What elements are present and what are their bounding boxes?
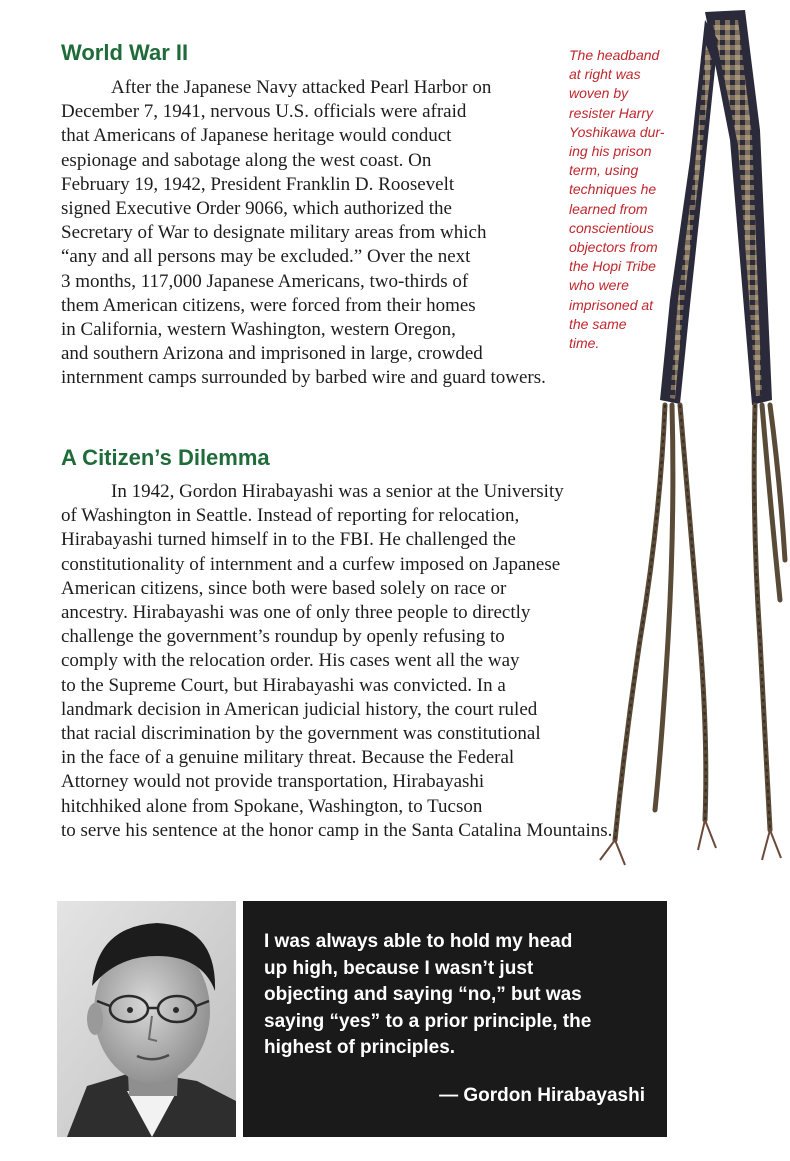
paragraph-line: Hirabayashi turned himself in to the FBI. He challenged the bbox=[61, 529, 516, 551]
quote-line: I was always able to hold my head bbox=[264, 931, 573, 952]
paragraph-line: them American citizens, were forced from their homes bbox=[61, 294, 476, 316]
caption-line: techniques he bbox=[569, 181, 657, 198]
caption-line: time. bbox=[569, 335, 600, 352]
caption-line: imprisoned at bbox=[569, 296, 654, 313]
citizens-dilemma-paragraph bbox=[61, 480, 612, 843]
paragraph-line: landmark decision in American judicial history, the court ruled bbox=[61, 698, 538, 720]
caption-line: woven by bbox=[569, 85, 629, 102]
paragraph-line: hitchhiked alone from Spokane, Washington, to Tucson bbox=[61, 795, 483, 817]
caption-line: resister Harry bbox=[569, 104, 654, 121]
paragraph-line: comply with the relocation order. His cases went all the way bbox=[61, 650, 520, 672]
paragraph-line: December 7, 1941, nervous U.S. officials were afraid bbox=[61, 101, 467, 123]
caption-line: Yoshikawa dur- bbox=[569, 123, 665, 140]
paragraph-line: American citizens, since both were based solely on race or bbox=[61, 577, 507, 599]
paragraph-line: “any and all persons may be excluded.” Over the next bbox=[61, 246, 471, 268]
caption-line: objectors from bbox=[569, 239, 658, 256]
paragraph-line: After the Japanese Navy attacked Pearl Harbor on bbox=[111, 77, 492, 98]
paragraph-line: to the Supreme Court, but Hirabayashi was convicted. In a bbox=[61, 674, 506, 696]
paragraph-line: February 19, 1942, President Franklin D. Roosevelt bbox=[61, 173, 455, 195]
paragraph-line: In 1942, Gordon Hirabayashi was a senior at the University bbox=[111, 481, 564, 502]
quote-line: saying “yes” to a prior principle, the bbox=[264, 1010, 592, 1032]
paragraph-line: Attorney would not provide transportation, Hirabayashi bbox=[61, 771, 485, 793]
quote-line: objecting and saying “no,” but was bbox=[264, 984, 582, 1005]
caption-line: learned from bbox=[569, 200, 648, 217]
paragraph-line: ancestry. Hirabayashi was one of only three people to directly bbox=[61, 602, 531, 624]
paragraph-line: espionage and sabotage along the west coast. On bbox=[61, 149, 432, 171]
paragraph-line: that racial discrimination by the government was constitutional bbox=[61, 723, 541, 745]
caption-line: at right was bbox=[569, 66, 641, 83]
paragraph-line: in the face of a genuine military threat. Because the Federal bbox=[61, 747, 515, 769]
caption-line: term, using bbox=[569, 162, 639, 179]
caption-line: conscientious bbox=[569, 219, 654, 236]
quote-attribution: — Gordon Hirabayashi bbox=[439, 1085, 645, 1106]
paragraph-line: 3 months, 117,000 Japanese Americans, two-thirds of bbox=[61, 270, 469, 292]
quote-line: up high, because I wasn’t just bbox=[264, 957, 534, 979]
world-war-ii-paragraph bbox=[61, 76, 546, 391]
caption-line: who were bbox=[569, 277, 629, 294]
paragraph-line: in California, western Washington, western Oregon, bbox=[61, 319, 456, 341]
caption-line: The headband bbox=[569, 47, 660, 63]
paragraph-line: signed Executive Order 9066, which authorized the bbox=[61, 198, 452, 220]
paragraph-line: constitutionality of internment and a curfew imposed on Japanese bbox=[61, 553, 561, 575]
quote-text bbox=[264, 929, 647, 1062]
paragraph-line: internment camps surrounded by barbed wire and guard towers. bbox=[61, 367, 546, 389]
quote-line: highest of principles. bbox=[264, 1037, 456, 1058]
caption-line: the same bbox=[569, 315, 627, 332]
paragraph-line: Secretary of War to designate military areas from which bbox=[61, 222, 487, 244]
gordon-hirabayashi-portrait bbox=[57, 901, 236, 1137]
paragraph-line: to serve his sentence at the honor camp in the Santa Catalina Mountains. bbox=[61, 819, 613, 841]
caption-line: the Hopi Tribe bbox=[569, 258, 656, 275]
paragraph-line: of Washington in Seattle. Instead of reporting for relocation, bbox=[61, 505, 520, 527]
paragraph-line: and southern Arizona and imprisoned in large, crowded bbox=[61, 343, 483, 365]
caption-line: ing his prison bbox=[569, 143, 652, 160]
headband-caption bbox=[569, 46, 689, 353]
quote-box bbox=[243, 901, 667, 1137]
paragraph-line: that Americans of Japanese heritage would conduct bbox=[61, 125, 452, 147]
paragraph-line: challenge the government’s roundup by openly refusing to bbox=[61, 626, 505, 648]
section-heading-citizens-dilemma: A Citizen’s Dilemma bbox=[61, 445, 270, 470]
section-heading-world-war-ii: World War II bbox=[61, 40, 189, 65]
